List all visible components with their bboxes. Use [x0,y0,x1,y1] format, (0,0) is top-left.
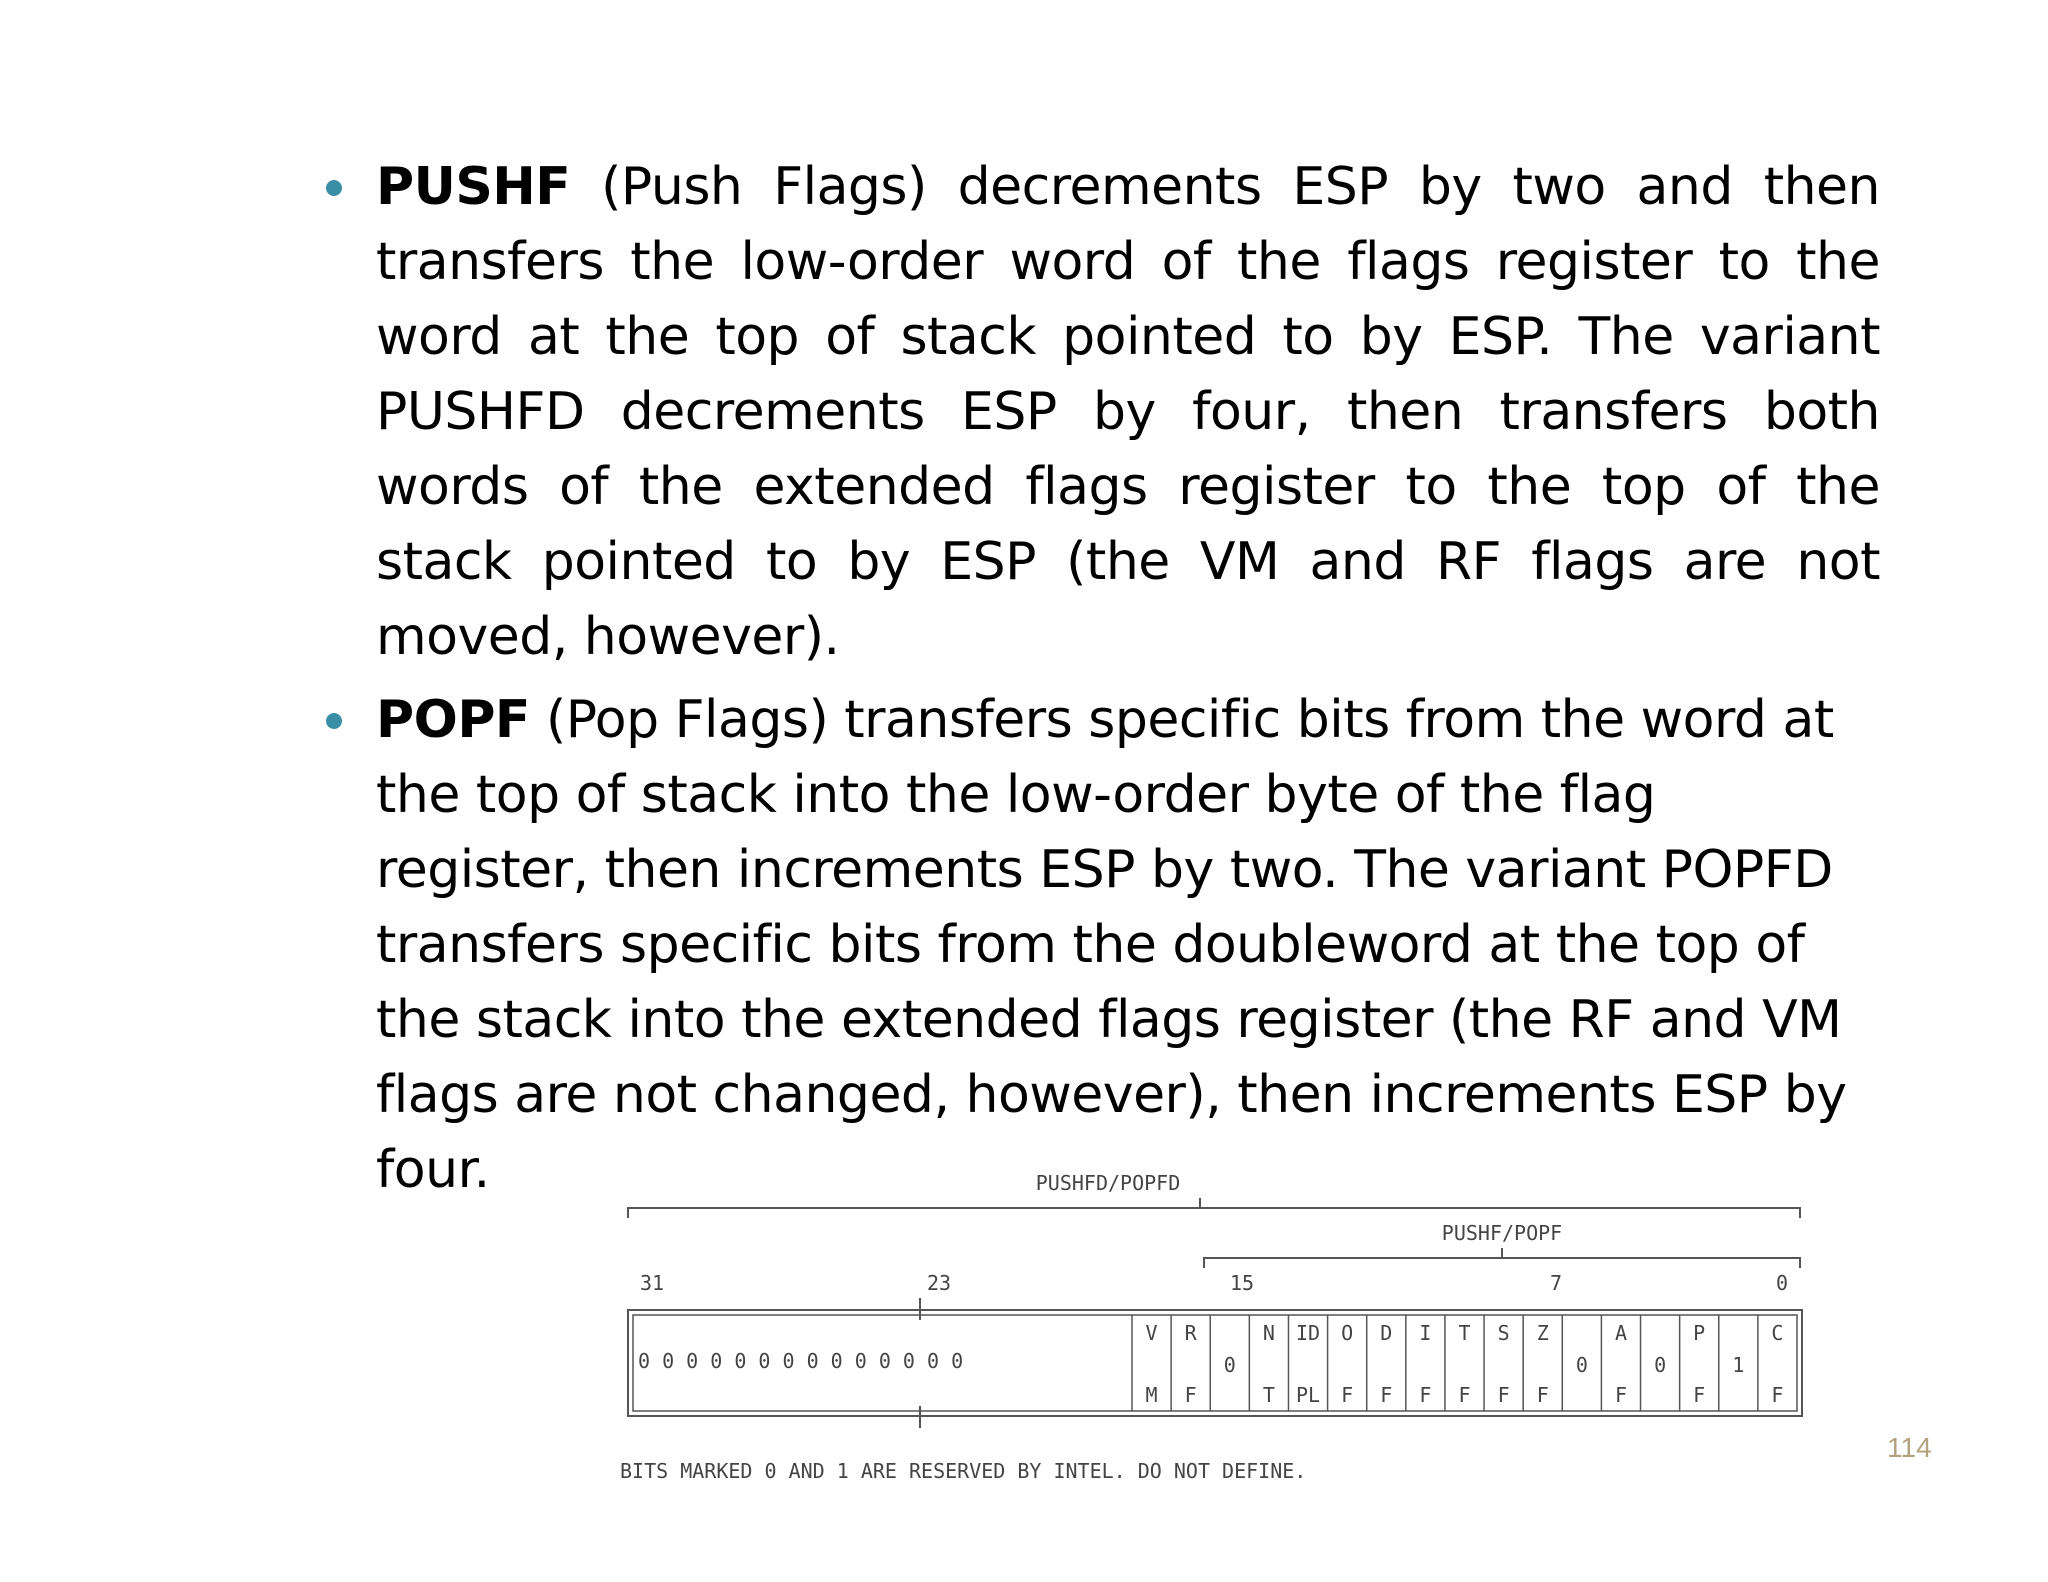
bit-label-23: 23 [927,1271,952,1295]
bit-label-31: 31 [640,1271,665,1295]
flag-cell-bottom-label: F [1458,1383,1471,1407]
flag-cell-top-label: D [1380,1321,1393,1345]
flag-cell-bottom-label: F [1380,1383,1393,1407]
flag-cells [1132,1315,1783,1411]
flag-cell-bottom-label: F [1614,1383,1627,1407]
bullet-dot-icon [326,180,342,196]
flag-cell-bottom-label: F [1693,1383,1706,1407]
flag-cell-middle-label: 0 [1654,1353,1667,1377]
flag-cell-bottom-label: F [1536,1383,1549,1407]
flag-cell-top-label: O [1341,1321,1354,1345]
bullet-text: (Push Flags) decrements ESP by two and then transfers the low-order word of the flags register to the word at the top of stack pointed to by ESP. The variant PUSHFD decrements ESP by four, then transfers both words of the extended flags register to the top of the stack pointed to by ESP (the VM and RF flags are not moved, however). [376,157,1880,667]
bullet-term: POPF [376,690,530,750]
flag-cell-bottom-label: F [1497,1383,1510,1407]
pushfd-bracket [628,1208,1800,1218]
bit-label-15: 15 [1230,1271,1255,1295]
flag-cell-top-label: A [1614,1321,1627,1345]
pushf-bracket [1204,1258,1800,1268]
eflags-diagram [590,1160,1810,1490]
flag-cell-middle-label: 1 [1732,1353,1745,1377]
flag-cell-top-label: R [1184,1321,1197,1345]
flag-cell-top-label: S [1497,1321,1510,1345]
bullet-term: PUSHF [376,157,571,217]
reserved-bits: 0 0 0 0 0 0 0 0 0 0 0 0 0 0 [638,1349,964,1373]
flag-cell-top-label: I [1419,1321,1432,1345]
flag-cell-middle-label: 0 [1223,1353,1236,1377]
flag-cell-bottom-label: F [1771,1383,1784,1407]
bullet-dot-icon [326,713,342,729]
diagram-caption: BITS MARKED 0 AND 1 ARE RESERVED BY INTEL. DO NOT DEFINE. [620,1459,1307,1483]
flag-cell-bottom-label: F [1341,1383,1354,1407]
flag-cell-top-label: P [1693,1321,1706,1345]
bit-label-7: 7 [1550,1271,1563,1295]
pushfd-popfd-label: PUSHFD/POPFD [1035,1171,1181,1195]
bit-label-0: 0 [1776,1271,1789,1295]
flag-cell-bottom-label: T [1262,1383,1275,1407]
flag-cell-top-label: Z [1536,1321,1549,1345]
flag-cell-bottom-label: F [1184,1383,1197,1407]
bullet-list [320,150,1880,1208]
flag-cell-bottom-label: PL [1295,1383,1321,1407]
flag-cell-top-label: V [1145,1321,1158,1345]
bullet-pushf [320,150,1880,675]
flag-cell-middle-label: 0 [1575,1353,1588,1377]
flag-cell-bottom-label: F [1419,1383,1432,1407]
flag-cell-top-label: C [1771,1321,1784,1345]
bullet-text: (Pop Flags) transfers specific bits from the word at the top of stack into the low-order byte of the flag register, then increments ESP by two. The variant POPFD transfers specific bits from the doubleword at the top of the stack into the extended flags register (the RF and VM flags are not changed, however), then increments ESP by four. [376,690,1847,1200]
pushf-popf-label: PUSHF/POPF [1441,1221,1563,1245]
flag-cell-top-label: T [1458,1321,1471,1345]
flag-cell-top-label: ID [1295,1321,1321,1345]
bullet-popf [320,683,1880,1208]
flag-cell-bottom-label: M [1145,1383,1158,1407]
flag-cell-top-label: N [1262,1321,1275,1345]
page-number: 114 [1887,1432,1932,1463]
